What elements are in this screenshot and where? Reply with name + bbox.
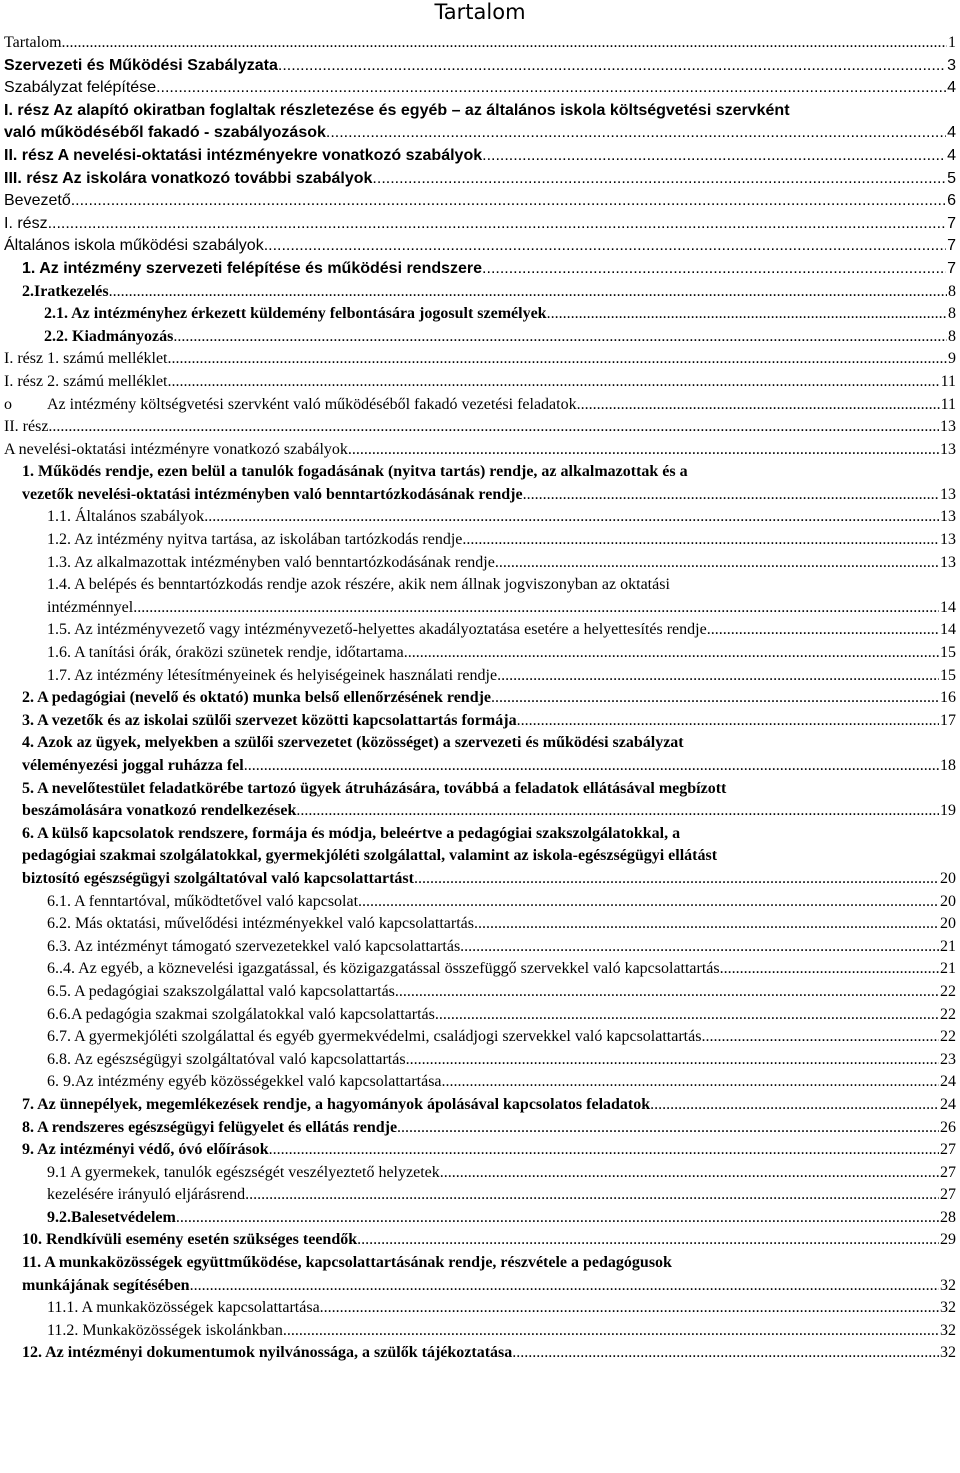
toc-entry[interactable] (0, 981, 960, 1004)
dot-leader (577, 394, 940, 417)
toc-entry[interactable] (0, 1207, 960, 1230)
toc-page-number: 13 (940, 440, 956, 458)
toc-entry-text: Szervezeti és Működési Szabályzata (4, 56, 278, 74)
toc-entry-text: 9.1 A gyermekek, tanulók egészségét veszélyeztető helyzetek (47, 1163, 440, 1181)
toc-entry[interactable] (0, 213, 960, 236)
toc-page-number: 20 (940, 869, 956, 887)
toc-entry-text: való működéséből fakadó - szabályozások (4, 124, 326, 142)
toc-entry[interactable] (0, 55, 960, 78)
toc-entry-text: 11.1. A munkaközösségek kapcsolattartása (47, 1299, 320, 1317)
toc-entry[interactable] (0, 687, 960, 710)
toc-page-number: 18 (940, 757, 956, 774)
toc-entry-text: véleményezési joggal ruházza fel (22, 757, 244, 774)
dot-leader (269, 1139, 939, 1162)
toc-entry[interactable] (0, 1297, 960, 1320)
toc-entry[interactable] (0, 665, 960, 688)
toc-entry-text: munkájának segítésében (22, 1276, 190, 1294)
table-of-contents (0, 32, 960, 1365)
dot-leader (442, 1071, 939, 1094)
dot-leader (296, 800, 939, 823)
toc-entry-text: 6..4. Az egyéb, a köznevelési igazgatással, és közigazgatással összefüggő szervekkel való kapcsolattartás (47, 960, 720, 978)
dot-leader (435, 1004, 939, 1027)
toc-entry[interactable] (0, 461, 960, 506)
toc-entry-text: Az intézmény költségvetési szervként való működéséből fakadó vezetési feladatok (47, 395, 577, 413)
toc-entry-text: 9. Az intézményi védő, óvó előírások (22, 1141, 269, 1159)
toc-entry[interactable] (0, 235, 960, 258)
toc-entry[interactable] (0, 348, 960, 371)
toc-entry-text: 6.1. A fenntartóval, működtetővel való kapcsolat (47, 892, 359, 910)
dot-leader (244, 755, 939, 778)
toc-page-number: 32 (940, 1276, 956, 1294)
toc-page-number: 7 (947, 214, 956, 232)
toc-entry-text: biztosító egészségügyi szolgáltatóval való kapcsolattartást (22, 869, 414, 887)
toc-entry[interactable] (0, 1229, 960, 1252)
toc-entry[interactable] (0, 1071, 960, 1094)
dot-leader (173, 326, 947, 349)
toc-entry[interactable] (0, 552, 960, 575)
toc-page-number: 4 (947, 124, 956, 142)
toc-entry-text: 12. Az intézményi dokumentumok nyilvánossága, a szülők tájékoztatása (22, 1344, 513, 1362)
dot-leader (358, 891, 939, 914)
toc-entry[interactable] (0, 1026, 960, 1049)
toc-entry-text: 6.5. A pedagógiai szakszolgálattal való kapcsolattartás (47, 982, 395, 1000)
dot-leader (705, 1026, 939, 1049)
toc-entry[interactable] (0, 416, 960, 439)
dot-leader (48, 416, 939, 439)
dot-leader (482, 258, 946, 281)
dot-leader (62, 32, 947, 55)
toc-page-number: 13 (940, 485, 956, 503)
toc-entry[interactable] (0, 326, 960, 349)
toc-entry-text: 6.8. Az egészségügyi szolgáltatóval való kapcsolattartás (47, 1050, 406, 1068)
toc-page-number: 27 (940, 1186, 956, 1204)
dot-leader (440, 1162, 939, 1185)
toc-page-number: 14 (940, 598, 956, 616)
toc-page-number: 22 (940, 982, 956, 1000)
dot-leader (283, 1320, 939, 1343)
toc-page-number: 23 (940, 1050, 956, 1068)
toc-entry-text: intézménnyel (47, 598, 134, 616)
dot-leader (48, 213, 947, 236)
toc-entry[interactable] (0, 1049, 960, 1072)
list-bullet: o (4, 395, 12, 413)
toc-entry-text: 6.2. Más oktatási, művelődési intézményekkel való kapcsolattartás (47, 915, 474, 933)
toc-entry[interactable] (0, 936, 960, 959)
toc-entry[interactable] (0, 732, 960, 777)
toc-entry-text: Bevezető (4, 192, 71, 210)
toc-page-number: 27 (940, 1141, 956, 1159)
toc-page-number: 8 (948, 305, 956, 323)
toc-entry-text: 8. A rendszeres egészségügyi felügyelet és ellátás rendje (22, 1118, 398, 1136)
dot-leader (326, 122, 946, 145)
toc-page-number: 1 (948, 34, 956, 51)
toc-entry-text: beszámolására vonatkozó rendelkezések (22, 802, 297, 820)
toc-page-number: 15 (940, 666, 956, 684)
dot-leader (462, 529, 939, 552)
document-title: Tartalom (434, 0, 526, 24)
toc-page-number: 11 (940, 372, 956, 390)
dot-leader (204, 506, 939, 529)
dot-leader (460, 936, 939, 959)
dot-leader (71, 190, 946, 213)
toc-entry[interactable] (0, 32, 960, 55)
toc-entry[interactable] (0, 77, 960, 100)
toc-entry[interactable] (0, 619, 960, 642)
toc-page-number: 19 (940, 802, 956, 820)
toc-entry[interactable] (0, 190, 960, 213)
dot-leader (512, 1342, 939, 1365)
dot-leader (190, 1275, 939, 1298)
toc-entry[interactable] (0, 1139, 960, 1162)
toc-entry-text-line: 1.4. A belépés és benntartózkodás rendje azok részére, akik nem állnak jogviszonyban az oktatási (47, 576, 670, 594)
toc-entry[interactable] (0, 710, 960, 733)
dot-leader (482, 145, 946, 168)
toc-entry-text: 2. A pedagógiai (nevelő és oktató) munka belső ellenőrzésének rendje (22, 689, 492, 707)
toc-page-number: 8 (948, 282, 956, 300)
dot-leader (414, 868, 939, 891)
dot-leader (397, 1117, 939, 1140)
toc-entry-text: 2.2. Kiadmányozás (44, 327, 174, 345)
toc-page-number: 16 (940, 689, 956, 707)
dot-leader (547, 303, 947, 326)
dot-leader (320, 1297, 939, 1320)
dot-leader (707, 619, 939, 642)
toc-entry-text: 1.5. Az intézményvezető vagy intézményvezető-helyettes akadályoztatása esetére a helyettesítés rendje (47, 621, 707, 639)
dot-leader (348, 439, 939, 462)
toc-entry-text-line: 4. Azok az ügyek, melyekben a szülői szervezetet (közösséget) a szervezeti és működési szabályzat (22, 734, 684, 752)
toc-entry-text: 1.3. Az alkalmazottak intézményben való benntartózkodásának rendje (47, 553, 495, 571)
dot-leader (491, 687, 939, 710)
toc-entry-text: 1. Az intézmény szervezeti felépítése és működési rendszere (22, 259, 483, 277)
toc-entry-text: 7. Az ünnepélyek, megemlékezések rendje, a hagyományok ápolásával kapcsolatos feladatok (22, 1095, 651, 1113)
toc-entry[interactable] (0, 958, 960, 981)
toc-entry-text: 6.6.A pedagógia szakmai szolgálatokkal való kapcsolattartás (47, 1005, 435, 1023)
toc-entry[interactable] (0, 394, 960, 417)
toc-page-number: 22 (940, 1005, 956, 1023)
toc-page-number: 11 (940, 395, 956, 413)
toc-entry[interactable] (0, 1320, 960, 1343)
toc-entry[interactable] (0, 778, 960, 823)
toc-page-number: 7 (947, 237, 956, 255)
toc-entry[interactable] (0, 574, 960, 619)
dot-leader (109, 281, 947, 304)
toc-page-number: 29 (940, 1231, 956, 1249)
toc-entry[interactable] (0, 1004, 960, 1027)
dot-leader (720, 958, 939, 981)
toc-entry-text: 6.7. A gyermekjóléti szolgálattal és egyéb gyermekvédelmi, családjogi szervekkel való kapcsolattartás. (47, 1028, 706, 1046)
dot-leader (395, 981, 939, 1004)
toc-page-number: 9 (948, 350, 956, 368)
toc-entry[interactable] (0, 145, 960, 168)
dot-leader (245, 1184, 939, 1207)
toc-page-number: 14 (940, 621, 956, 639)
toc-page-number: 15 (940, 644, 956, 662)
toc-page-number: 21 (940, 937, 956, 955)
toc-entry[interactable] (0, 439, 960, 462)
toc-entry-text: A nevelési-oktatási intézményre vonatkozó szabályok (4, 440, 348, 458)
toc-entry-text: III. rész Az iskolára vonatkozó további szabályok (4, 169, 373, 187)
dot-leader (372, 168, 946, 191)
toc-entry[interactable] (0, 1252, 960, 1297)
toc-page-number: 26 (940, 1118, 956, 1136)
toc-entry[interactable] (0, 506, 960, 529)
toc-entry-text: 6.3. Az intézményt támogató szervezetekkel való kapcsolattartás (47, 937, 461, 955)
toc-entry-text: I. rész 1. számú melléklet (4, 350, 168, 368)
toc-entry-text: 1.7. Az intézmény létesítményeinek és helyiségeinek használati rendje (47, 666, 498, 684)
toc-page-number: 3 (947, 56, 956, 74)
toc-entry-text: 2.Iratkezelés (22, 282, 109, 300)
toc-page-number: 13 (940, 553, 956, 571)
toc-page-number: 8 (948, 327, 956, 345)
toc-entry-text: 9.2.Balesetvédelem (47, 1208, 176, 1226)
toc-entry[interactable] (0, 281, 960, 304)
toc-entry-text: II. rész A nevelési-oktatási intézményekre vonatkozó szabályok (4, 146, 483, 164)
toc-entry-text: 2.1. Az intézményhez érkezett küldemény felbontására jogosult személyek (44, 305, 547, 323)
toc-entry-text: II. rész (4, 418, 49, 436)
dot-leader (168, 348, 948, 371)
toc-entry-text: I. rész 2. számú melléklet (4, 372, 168, 390)
toc-entry[interactable] (0, 642, 960, 665)
dot-leader (278, 55, 946, 78)
toc-page-number: 20 (940, 892, 956, 910)
dot-leader (523, 484, 939, 507)
toc-entry-text: Tartalom (4, 34, 62, 51)
toc-page-number: 13 (940, 508, 956, 526)
toc-page-number: 7 (947, 259, 956, 277)
toc-entry[interactable] (0, 1342, 960, 1365)
dot-leader (406, 1049, 939, 1072)
dot-leader (357, 1229, 939, 1252)
toc-page-number: 32 (940, 1299, 956, 1317)
toc-entry[interactable] (0, 168, 960, 191)
toc-entry[interactable] (0, 1117, 960, 1140)
dot-leader (176, 1207, 939, 1230)
toc-entry[interactable] (0, 258, 960, 281)
toc-entry-text: 1.2. Az intézmény nyitva tartása, az iskolában tartózkodás rendje (47, 531, 463, 549)
toc-entry[interactable] (0, 891, 960, 914)
toc-entry-text: vezetők nevelési-oktatási intézményben való benntartózkodásának rendje (22, 485, 523, 503)
toc-entry-text-line: 1. Működés rendje, ezen belül a tanulók fogadásának (nyitva tartás) rendje, az alkalmazottak és a (22, 463, 688, 481)
toc-entry-text: 1.1. Általános szabályok (47, 508, 205, 526)
toc-entry-text-line: pedagógiai szakmai szolgálatokkal, gyermekjóléti szolgálattal, valamint az iskola-egészségügyi ellátást (22, 847, 718, 865)
toc-page-number: 21 (940, 960, 956, 978)
toc-entry-text: 10. Rendkívüli esemény esetén szükséges teendők (22, 1231, 358, 1249)
toc-entry[interactable] (0, 371, 960, 394)
dot-leader (156, 77, 946, 100)
dot-leader (517, 710, 939, 733)
toc-page-number: 5 (947, 169, 956, 187)
toc-page-number: 4 (947, 146, 956, 164)
toc-entry-text: kezelésére irányuló eljárásrend (47, 1186, 246, 1204)
toc-entry[interactable] (0, 529, 960, 552)
toc-page-number: 17 (940, 711, 956, 729)
toc-page-number: 24 (940, 1095, 956, 1113)
dot-leader (133, 597, 939, 620)
toc-entry[interactable] (0, 823, 960, 891)
toc-page-number: 20 (940, 915, 956, 933)
toc-page-number: 24 (940, 1073, 956, 1091)
dot-leader (497, 665, 939, 688)
toc-page-number: 6 (947, 192, 956, 210)
toc-entry-text: Általános iskola működési szabályok (4, 237, 264, 255)
toc-page-number: 32 (940, 1344, 956, 1362)
toc-entry-text-line: I. rész Az alapító okiratban foglaltak részletezése és egyéb – az általános iskola költségvetési szervként (4, 101, 790, 119)
toc-entry-text: Szabályzat felépítése (4, 79, 157, 97)
toc-entry-text: 1.6. A tanítási órák, óraközi szünetek rendje, időtartama (47, 644, 404, 662)
toc-page-number: 27 (940, 1163, 956, 1181)
toc-entry-text: 6. 9.Az intézmény egyéb közösségekkel való kapcsolattartása (47, 1073, 442, 1091)
toc-entry-text-line: 5. A nevelőtestület feladatkörébe tartozó ügyek átruházására, továbbá a feladatok ellátásával megbízott (22, 779, 727, 797)
toc-entry[interactable] (0, 303, 960, 326)
dot-leader (264, 235, 946, 258)
dot-leader (495, 552, 939, 575)
toc-entry-text-line: 11. A munkaközösségek együttműködése, kapcsolattartásának rendje, részvétele a pedagógusok (22, 1254, 672, 1272)
dot-leader (650, 1094, 939, 1117)
toc-entry[interactable] (0, 100, 960, 145)
toc-page-number: 22 (940, 1028, 956, 1046)
dot-leader (168, 371, 940, 394)
toc-entry[interactable] (0, 1094, 960, 1117)
toc-entry-text: 3. A vezetők és az iskolai szülői szervezet közötti kapcsolattartás formája (22, 711, 517, 729)
toc-entry-text-line: 6. A külső kapcsolatok rendszere, formája és módja, beleértve a pedagógiai szakszolgálatokkal, a (22, 824, 681, 842)
toc-entry[interactable] (0, 1162, 960, 1185)
toc-page-number: 13 (940, 418, 956, 436)
dot-leader (404, 642, 939, 665)
toc-entry-text: 11.2. Munkaközösségek iskolánkban (47, 1321, 283, 1339)
dot-leader (474, 913, 939, 936)
toc-page-number: 13 (940, 531, 956, 549)
toc-entry[interactable] (0, 1184, 960, 1207)
toc-page-number: 4 (947, 79, 956, 97)
toc-page-number: 28 (940, 1208, 956, 1226)
toc-entry-text: I. rész (4, 214, 48, 232)
toc-page-number: 32 (940, 1321, 956, 1339)
toc-entry[interactable] (0, 913, 960, 936)
